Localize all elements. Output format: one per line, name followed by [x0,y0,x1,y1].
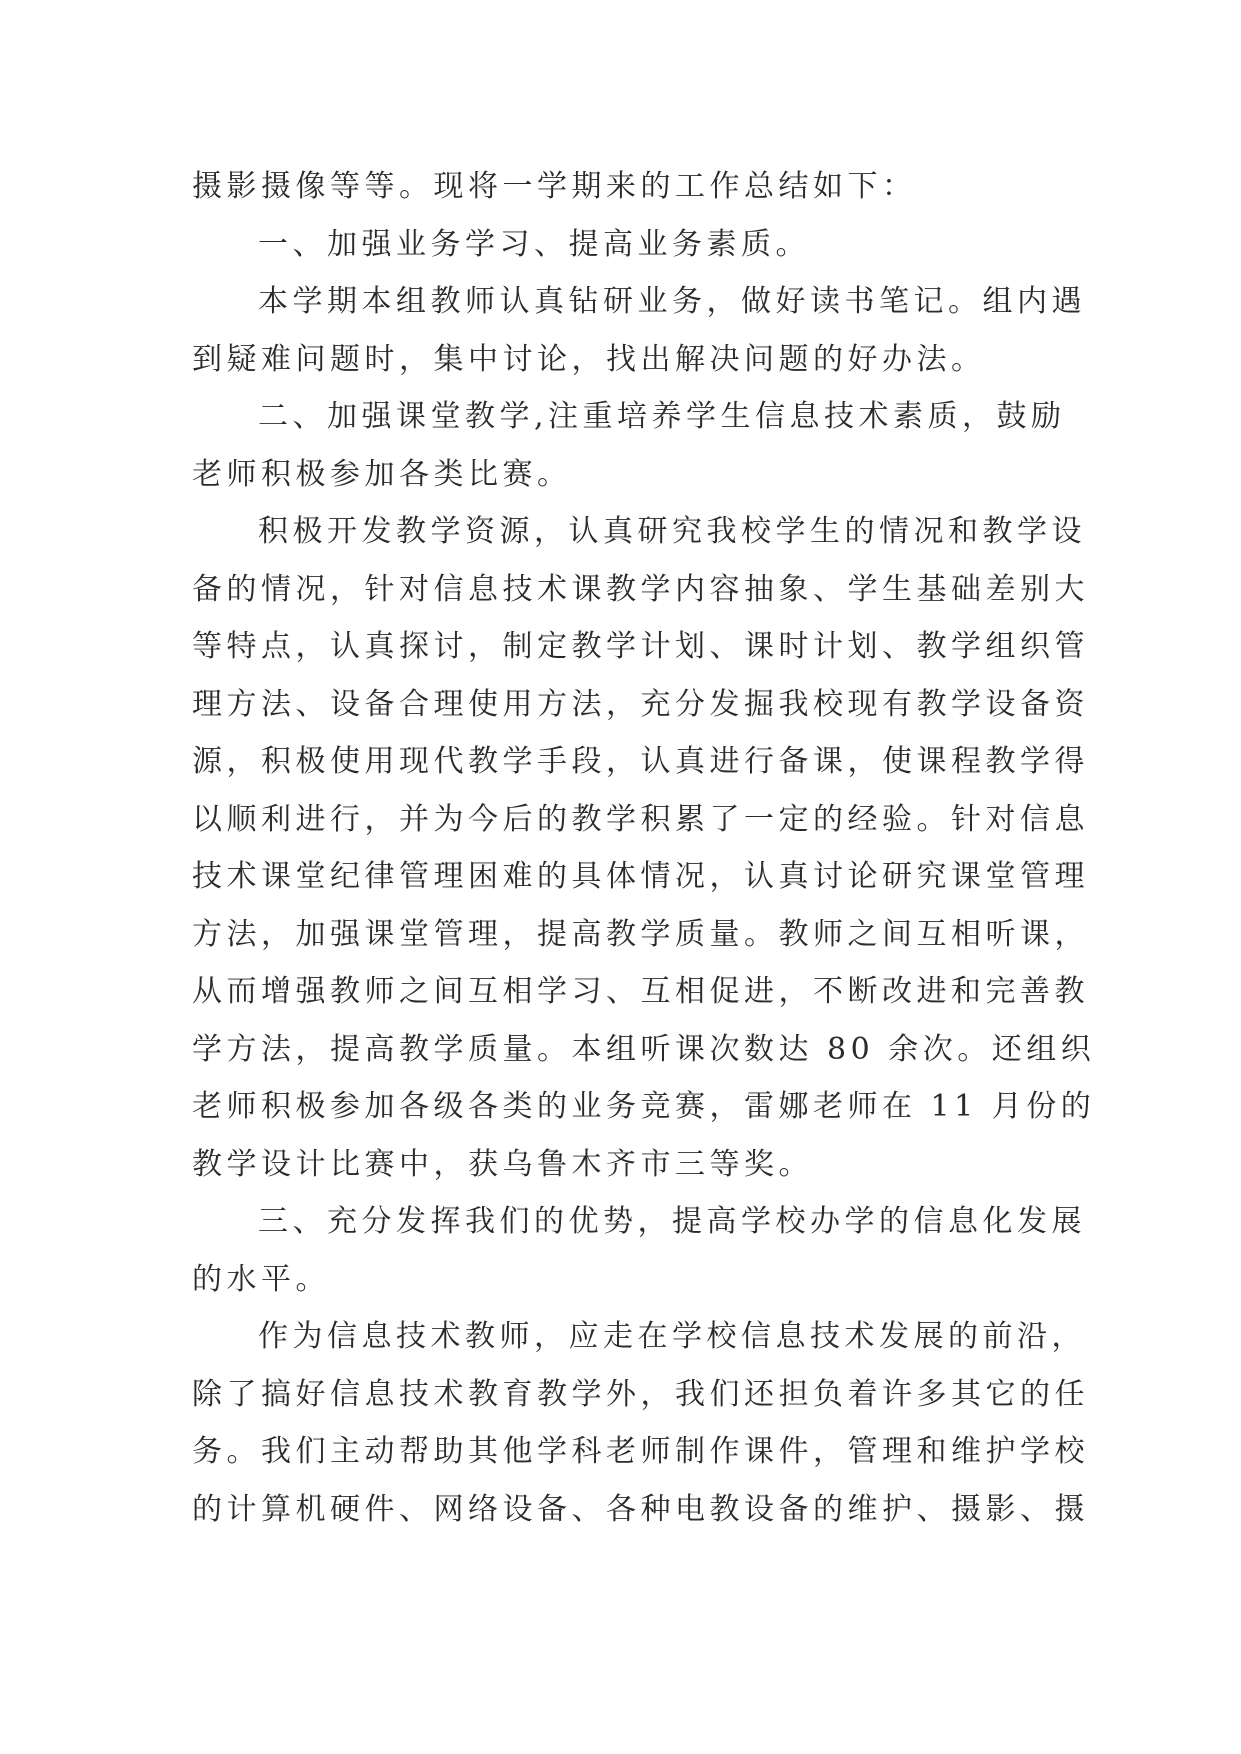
text-line: 积极开发教学资源，认真研究我校学生的情况和教学设 [258,514,1086,549]
text-line: 等特点，认真探讨，制定教学计划、课时计划、教学组织管 [192,629,1089,664]
text-line: 从而增强教师之间互相学习、互相促进，不断改进和完善教 [192,974,1089,1009]
text-line: 作为信息技术教师，应走在学校信息技术发展的前沿， [258,1319,1086,1354]
text-line: 务。我们主动帮助其他学科老师制作课件，管理和维护学校 [192,1434,1089,1469]
text-line: 技术课堂纪律管理困难的具体情况，认真讨论研究课堂管理 [192,859,1089,894]
text-line: 方法，加强课堂管理，提高教学质量。教师之间互相听课， [192,916,1089,952]
text-line: 三、充分发挥我们的优势，提高学校办学的信息化发展 [258,1204,1086,1239]
text-line: 的计算机硬件、网络设备、各种电教设备的维护、摄影、摄 [192,1491,1089,1527]
text-line: 教学设计比赛中，获乌鲁木齐市三等奖。 [192,1146,813,1182]
text-line: 二、加强课堂教学,注重培养学生信息技术素质，鼓励 [258,399,1066,434]
text-line: 老师积极参加各级各类的业务竞赛，雷娜老师在 11 月份的 [192,1089,1096,1124]
text-line: 备的情况，针对信息技术课教学内容抽象、学生基础差别大 [192,571,1089,607]
text-line: 理方法、设备合理使用方法，充分发掘我校现有教学设备资 [192,686,1089,722]
text-line: 摄影摄像等等。现将一学期来的工作总结如下： [192,169,917,204]
text-line: 源，积极使用现代教学手段，认真进行备课，使课程教学得 [192,744,1089,779]
text-line: 本学期本组教师认真钻研业务，做好读书笔记。组内遇 [258,284,1086,319]
text-line: 老师积极参加各类比赛。 [192,456,572,492]
text-line: 的水平。 [192,1261,330,1297]
text-line: 一、加强业务学习、提高业务素质。 [258,226,810,262]
text-line: 学方法，提高教学质量。本组听课次数达 80 余次。还组织 [192,1031,1096,1067]
text-line: 以顺利进行，并为今后的教学积累了一定的经验。针对信息 [192,801,1089,837]
text-line: 除了搞好信息技术教育教学外，我们还担负着许多其它的任 [192,1376,1089,1412]
document-body [192,158,1096,1538]
text-line: 到疑难问题时，集中讨论，找出解决问题的好办法。 [192,341,986,377]
